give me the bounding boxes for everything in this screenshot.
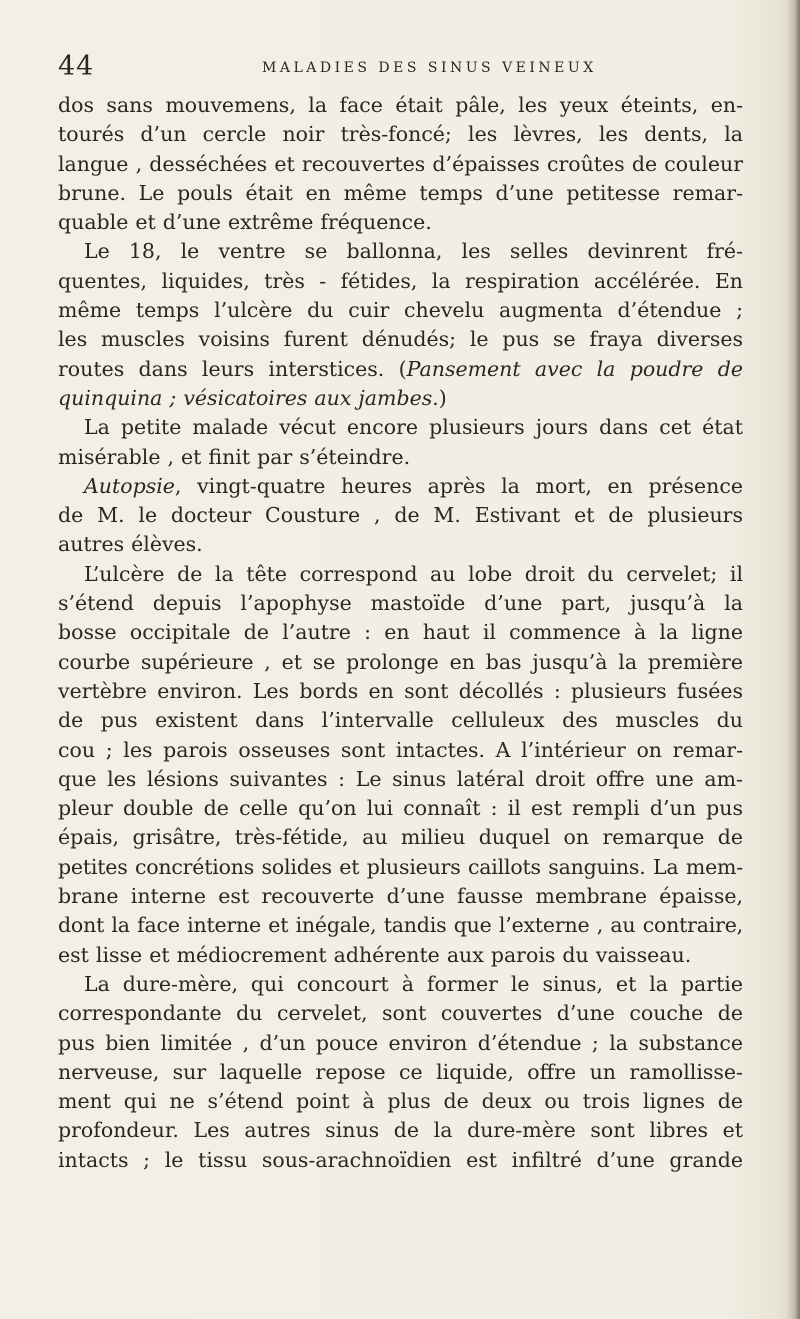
- italic-segment: quinquina ; vésicatoires aux jambes.: [58, 385, 439, 410]
- text-line: même temps l’ulcère du cuir chevelu augmenta d’étendue ;: [58, 298, 743, 323]
- text-line: Le 18, le ventre se ballonna, les selles devinrent fré-: [84, 239, 743, 264]
- text-line: nerveuse, sur laquelle repose ce liquide, offre un ramollisse-: [58, 1059, 743, 1084]
- text-line: La petite malade vécut encore plusieurs jours dans cet état: [84, 415, 743, 440]
- text-segment: ): [438, 385, 447, 410]
- text-line: quable et d’une extrême fréquence.: [58, 210, 432, 235]
- text-line: brane interne est recouverte d’une fausse membrane épaisse,: [58, 884, 743, 909]
- text-line: que les lésions suivantes : Le sinus latéral droit offre une am-: [58, 766, 743, 791]
- text-line: est lisse et médiocrement adhérente aux parois du vaisseau.: [58, 942, 692, 967]
- body-text: [58, 91, 743, 1175]
- text-line: brune. Le pouls était en même temps d’une petitesse remar-: [58, 180, 743, 205]
- text-line: petites concrétions solides et plusieurs caillots sanguins. La mem-: [58, 854, 743, 879]
- page-number: 44: [58, 51, 95, 82]
- text-line: L’ulcère de la tête correspond au lobe droit du cervelet; il: [84, 561, 743, 586]
- text-line: langue , desséchées et recouvertes d’épaisses croûtes de couleur: [58, 151, 743, 176]
- text-line: pleur double de celle qu’on lui connaît : il est rempli d’un pus: [58, 796, 743, 821]
- italic-segment: Autopsie: [84, 473, 175, 498]
- text-line: quentes, liquides, très - fétides, la respiration accélérée. En: [58, 268, 743, 293]
- text-line: ment qui ne s’étend point à plus de deux ou trois lignes de: [58, 1089, 743, 1114]
- running-title: MALADIES DES SINUS VEINEUX: [262, 60, 597, 76]
- text-line: courbe supérieure , et se prolonge en bas jusqu’à la première: [58, 649, 743, 674]
- text-line: tourés d’un cercle noir très-foncé; les lèvres, les dents, la: [58, 122, 743, 147]
- text-line: intacts ; le tissu sous-arachnoïdien est infiltré d’une grande: [58, 1147, 743, 1172]
- text-line: de M. le docteur Cousture , de M. Estivant et de plusieurs: [58, 503, 743, 528]
- text-line: s’étend depuis l’apophyse mastoïde d’une part, jusqu’à la: [58, 591, 743, 616]
- text-line: bosse occipitale de l’autre : en haut il commence à la ligne: [58, 620, 743, 645]
- text-segment: routes dans leurs interstices. (: [58, 356, 407, 381]
- text-line: La dure-mère, qui concourt à former le sinus, et la partie: [84, 971, 743, 996]
- italic-segment: Pansement avec la poudre de: [406, 356, 743, 381]
- page-header: [58, 50, 738, 84]
- text-line: de pus existent dans l’intervalle celluleux des muscles du: [58, 708, 743, 733]
- text-line: les muscles voisins furent dénudés; le pus se fraya diverses: [58, 327, 743, 352]
- text-line: épais, grisâtre, très-fétide, au milieu duquel on remarque de: [58, 825, 743, 850]
- text-line: dos sans mouvemens, la face était pâle, les yeux éteints, en-: [58, 93, 743, 117]
- text-line-with-italic: [58, 355, 743, 384]
- text-segment: , vingt-quatre heures après la mort, en présence: [174, 473, 743, 498]
- text-line: cou ; les parois osseuses sont intactes. A l’intérieur on remar-: [58, 737, 743, 762]
- text-line: misérable , et finit par s’éteindre.: [58, 444, 411, 469]
- text-line: correspondante du cervelet, sont couvertes d’une couche de: [58, 1001, 743, 1026]
- text-line: autres élèves.: [58, 532, 203, 557]
- text-line: pus bien limitée , d’un pouce environ d’étendue ; la substance: [58, 1030, 743, 1055]
- text-line: dont la face interne et inégale, tandis que l’externe , au contraire,: [58, 913, 743, 938]
- text-line-with-italic: [58, 472, 743, 501]
- text-line: profondeur. Les autres sinus de la dure-mère sont libres et: [58, 1118, 743, 1143]
- page-edge-shadow: [786, 0, 800, 1319]
- text-line: vertèbre environ. Les bords en sont décollés : plusieurs fusées: [58, 678, 743, 703]
- text-line-with-italic: [58, 384, 743, 413]
